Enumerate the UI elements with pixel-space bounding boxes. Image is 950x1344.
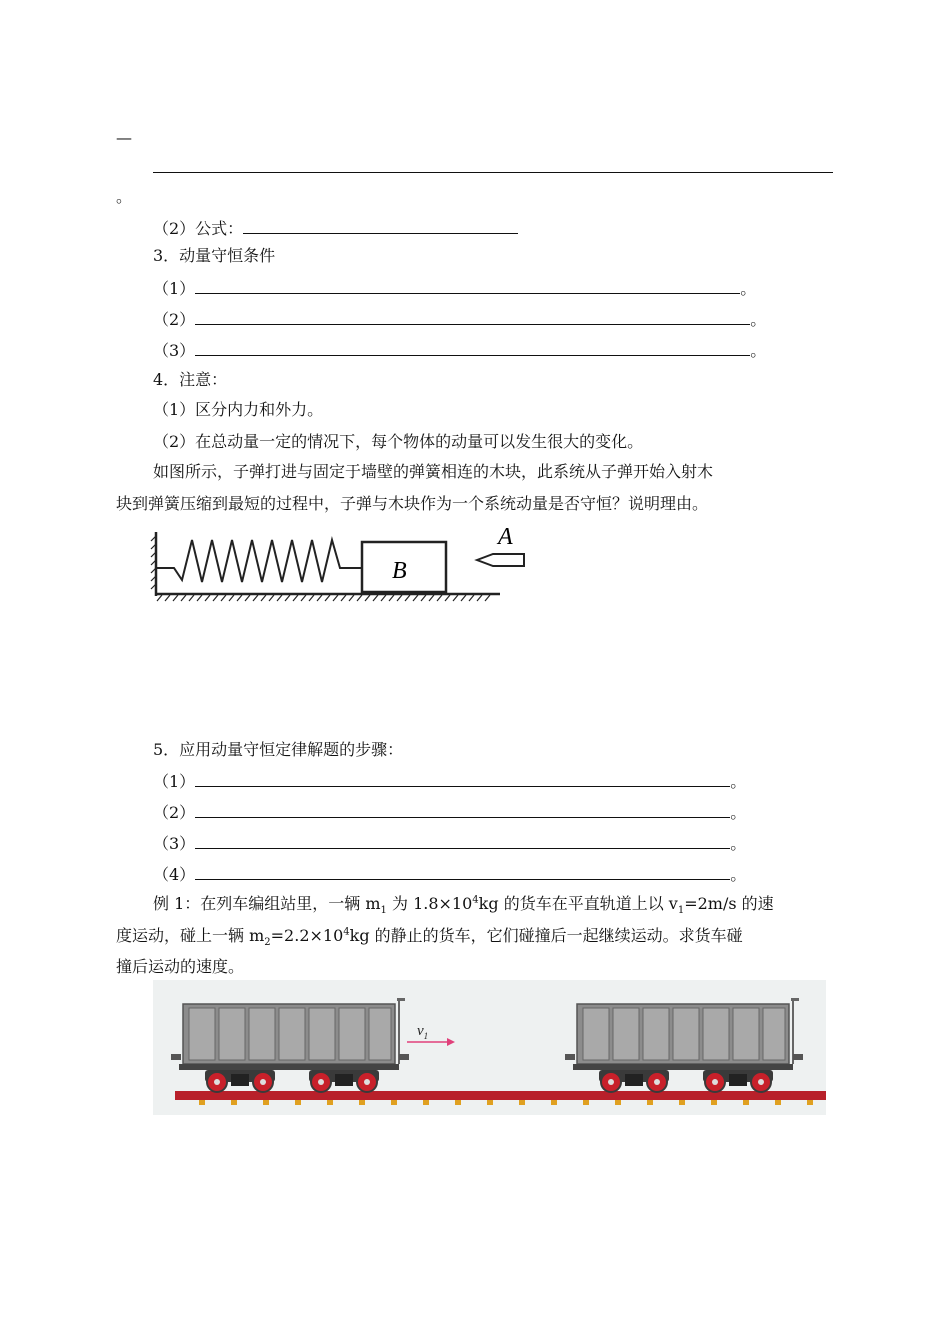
sec4-item-1: （1）区分内力和外力。 — [153, 400, 324, 419]
coupler — [399, 1054, 409, 1060]
text: kg 的静止的货车，它们碰撞后一起继续运动。求货车碰 — [349, 926, 743, 945]
answer-blank — [195, 309, 750, 325]
answer-blank — [195, 340, 750, 356]
section-4-title: 4．注意： — [153, 370, 228, 389]
subscript: 1 — [380, 905, 387, 917]
item-number: （2） — [153, 310, 196, 329]
coupler — [565, 1054, 575, 1060]
car-frame — [573, 1064, 793, 1070]
item-period: 。 — [730, 834, 747, 853]
formula-line — [153, 218, 518, 239]
section-3-title: 3．动量守恒条件 — [153, 246, 276, 265]
block-b-label: B — [392, 558, 407, 584]
example-line-2 — [116, 926, 743, 949]
text: 例 1：在列车编组站里，一辆 m — [153, 894, 381, 913]
superscript: 4 — [472, 894, 479, 906]
rail — [175, 1091, 826, 1100]
section-5-title: 5．应用动量守恒定律解题的步骤： — [153, 740, 404, 759]
sec5-item-2 — [153, 802, 746, 823]
answer-blank — [195, 864, 730, 880]
item-period: 。 — [730, 772, 747, 791]
item-period: 。 — [740, 279, 757, 298]
answer-blank — [195, 771, 730, 787]
spring-block-figure — [150, 520, 530, 605]
item-number: （4） — [153, 865, 196, 884]
sec5-item-1 — [153, 771, 746, 792]
item-number: （1） — [153, 772, 196, 791]
trailing-period: 。 — [116, 187, 133, 206]
coupler — [793, 1054, 803, 1060]
item-period: 。 — [750, 310, 767, 329]
sec4-item-2: （2）在总动量一定的情况下，每个物体的动量可以发生很大的变化。 — [153, 432, 644, 451]
text: =2.2×10 — [270, 926, 344, 945]
answer-blank — [195, 278, 740, 294]
coupler — [171, 1054, 181, 1060]
sec3-item-1 — [153, 278, 756, 299]
car-frame — [179, 1064, 399, 1070]
item-number: （2） — [153, 803, 196, 822]
example-line-1 — [153, 894, 774, 917]
item-number: （1） — [153, 279, 196, 298]
subscript: 1 — [677, 905, 685, 917]
sec5-item-4 — [153, 864, 746, 885]
bullet-a-label: A — [498, 524, 513, 550]
sec3-item-3 — [153, 340, 766, 361]
sec3-item-2 — [153, 309, 766, 330]
item-period: 。 — [730, 865, 747, 884]
answer-blank — [195, 833, 730, 849]
item-number: （3） — [153, 341, 196, 360]
top-dash: — — [116, 128, 132, 147]
item-number: （3） — [153, 834, 196, 853]
superscript: 4 — [343, 926, 350, 938]
subscript: 2 — [264, 937, 271, 949]
example-line-3: 撞后运动的速度。 — [116, 957, 245, 976]
text: =2m/s 的速 — [684, 894, 774, 913]
text: kg 的货车在平直轨道上以 v — [478, 894, 678, 913]
answer-blank — [195, 802, 730, 818]
item-period: 。 — [750, 341, 767, 360]
item-period: 。 — [730, 803, 747, 822]
freight-cars-figure — [153, 980, 826, 1115]
question-line-1: 如图所示，子弹打进与固定于墙壁的弹簧相连的木块，此系统从子弹开始入射木 — [153, 462, 714, 481]
blank-line-definition — [153, 157, 833, 173]
text: 为 1.8×10 — [386, 894, 473, 913]
text: 度运动，碰上一辆 m — [116, 926, 265, 945]
question-line-2: 块到弹簧压缩到最短的过程中，子弹与木块作为一个系统动量是否守恒？说明理由。 — [116, 494, 709, 513]
velocity-label: $v_1$ — [417, 1023, 429, 1041]
formula-blank — [243, 218, 518, 234]
sec5-item-3 — [153, 833, 746, 854]
formula-label: （2）公式： — [153, 219, 244, 238]
